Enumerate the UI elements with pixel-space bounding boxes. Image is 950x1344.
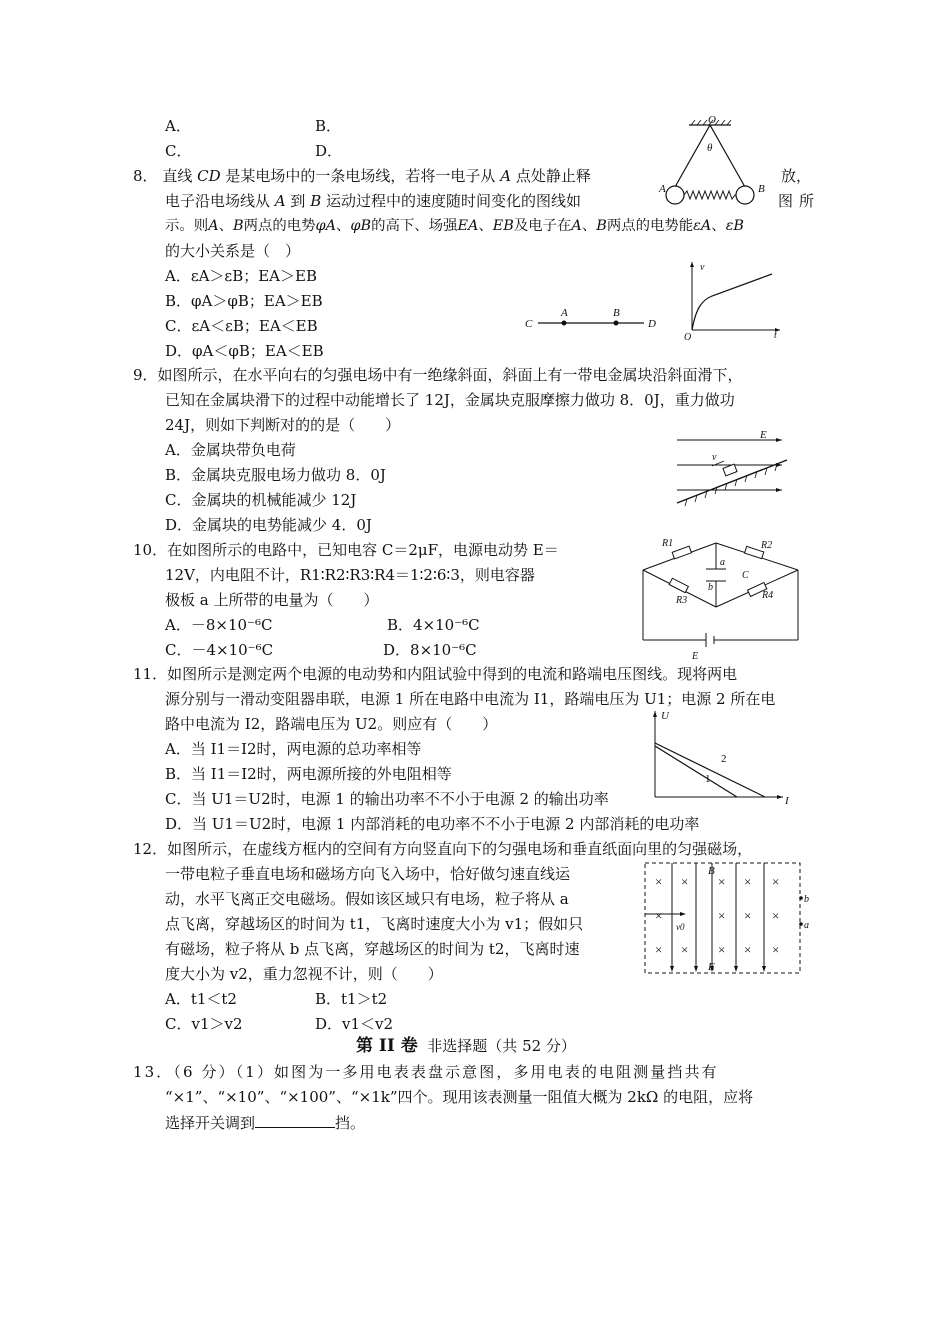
- q7-option-c: C．: [165, 142, 192, 160]
- circuit-label-r3: R3: [676, 595, 688, 606]
- circuit-label-a: a: [720, 557, 725, 568]
- field-line-label-c: C: [525, 318, 533, 330]
- q13-line3: 选择开关调到 挡。: [165, 1114, 366, 1132]
- field-line-figure: [520, 305, 670, 335]
- q10-line1: 10．在如图所示的电路中，已知电容 C＝2μF，电源电动势 E＝: [133, 541, 559, 559]
- circuit-label-r4: R4: [762, 590, 774, 601]
- q8-line1: 8． 直线 CD 是某电场中的一条电场线，若将一电子从 A 点处静止释: [133, 167, 591, 185]
- em-label-point-a: a: [804, 920, 809, 931]
- q11-line2: 源分别与一滑动变阻器串联，电源 1 所在电路中电流为 I1，路端电压为 U1；电源 2 所在电: [165, 690, 776, 708]
- svg-text:×: ×: [772, 874, 780, 889]
- q12-line6: 度大小为 v2，重力忽视不计，则（ ）: [165, 965, 443, 983]
- vt-label-o: O: [684, 332, 692, 343]
- incline-figure: [672, 430, 802, 515]
- q10-option-c: C．－4×10⁻⁶C: [165, 641, 274, 659]
- section-heading: 第 II 卷 非选择题（共 52 分）: [356, 1036, 576, 1056]
- field-line-label-b: B: [613, 307, 620, 319]
- pendulum-label-o: O: [708, 114, 716, 126]
- pendulum-label-theta: θ: [707, 142, 713, 154]
- q11-option-d: D．当 U1＝U2时，电源 1 内部消耗的电功率不不小于电源 2 内部消耗的电功率: [165, 815, 700, 833]
- q8-option-a: A．εA＞εB；EA＞EB: [165, 267, 317, 285]
- em-label-b: B: [708, 865, 715, 877]
- q9-line3: 24J，则如下判断对的的是（ ）: [165, 416, 401, 434]
- ui-label-2: 2: [721, 753, 727, 765]
- incline-label-e: E: [760, 429, 767, 441]
- q8-line2-end: 图所: [778, 192, 821, 210]
- circuit-label-e: E: [692, 651, 699, 662]
- q13-line2: “×1”、“×10”、“×100”、“×1k”四个。现用该表测量一阻值大概为 2kΩ 的电阻，应将: [165, 1088, 754, 1106]
- svg-text:×: ×: [718, 942, 726, 957]
- svg-text:×: ×: [744, 874, 752, 889]
- ui-label-i: I: [785, 795, 789, 807]
- q7-option-a: A．: [165, 117, 191, 135]
- q8-option-d: D．φA＜φB；EA＜EB: [165, 342, 324, 360]
- q12-option-b: B．t1＞t2: [315, 990, 388, 1008]
- ui-graph: [645, 705, 795, 805]
- q9-option-b: B．金属块克服电场力做功 8．0J: [165, 466, 386, 484]
- q12-option-d: D．v1＜v2: [315, 1015, 394, 1033]
- svg-text:×: ×: [744, 942, 752, 957]
- svg-text:×: ×: [718, 908, 726, 923]
- q11-line3: 路中电流为 I2，路端电压为 U2。则应有（ ）: [165, 715, 498, 733]
- q12-line2: 一带电粒子垂直电场和磁场方向飞入场中，恰好做匀速直线运: [165, 865, 571, 883]
- q11-line1: 11．如图所示是测定两个电源的电动势和内阻试验中得到的电流和路端电压图线。现将两电: [133, 665, 738, 683]
- q12-line5: 有磁场，粒子将从 b 点飞离，穿越场区的时间为 t2，飞离时速: [165, 940, 580, 958]
- q9-option-d: D．金属块的电势能减少 4．0J: [165, 516, 372, 534]
- ui-label-1: 1: [705, 773, 711, 785]
- pendulum-figure: [655, 115, 785, 215]
- svg-text:×: ×: [772, 942, 780, 957]
- q12-line4: 点飞离，穿越场区的时间为 t1，飞离时速度大小为 v1；假如只: [165, 915, 584, 933]
- circuit-label-c: C: [742, 570, 749, 581]
- q12-option-a: A．t1＜t2: [165, 990, 237, 1008]
- vt-label-t: t: [774, 330, 777, 341]
- svg-text:×: ×: [681, 874, 689, 889]
- q11-option-b: B．当 I1＝I2时，两电源所接的外电阻相等: [165, 765, 452, 783]
- q9-line2: 已知在金属块滑下的过程中动能增长了 12J，金属块克服摩擦力做功 8．0J，重力做功: [165, 391, 735, 409]
- field-line-label-a: A: [561, 307, 568, 319]
- svg-text:×: ×: [655, 942, 663, 957]
- vt-label-v: v: [700, 262, 705, 273]
- q7-option-d: D．: [315, 142, 343, 160]
- q8-line1-end: 放，: [781, 167, 812, 185]
- svg-text:×: ×: [772, 908, 780, 923]
- em-label-v0: v0: [676, 922, 685, 932]
- circuit-label-b: b: [708, 582, 713, 593]
- pendulum-label-b: B: [758, 183, 765, 195]
- svg-text:×: ×: [744, 908, 752, 923]
- q8-option-c: C．εA＜εB；EA＜EB: [165, 317, 318, 335]
- q8-line4: 的大小关系是（ ）: [165, 242, 301, 260]
- q9-option-c: C．金属块的机械能减少 12J: [165, 491, 357, 509]
- em-label-point-b: b: [804, 894, 809, 905]
- q9-line1: 9．如图所示，在水平向右的匀强电场中有一绝缘斜面，斜面上有一带电金属块沿斜面滑下，: [133, 366, 743, 384]
- q9-option-a: A．金属块带负电荷: [165, 441, 296, 459]
- em-field-figure: [640, 858, 815, 980]
- em-label-e: E: [708, 961, 715, 973]
- q10-option-a: A．－8×10⁻⁶C: [165, 616, 273, 634]
- q12-line3: 动，水平飞离正交电磁场。假如该区域只有电场，粒子将从 a: [165, 890, 569, 908]
- pendulum-label-a: A: [659, 183, 666, 195]
- ui-label-u: U: [661, 710, 669, 722]
- q10-line2: 12V，内电阻不计，R1∶R2∶R3∶R4＝1∶2∶6∶3，则电容器: [165, 566, 535, 584]
- q11-option-c: C．当 U1＝U2时，电源 1 的输出功率不不小于电源 2 的输出功率: [165, 790, 609, 808]
- q10-option-b: B．4×10⁻⁶C: [387, 616, 480, 634]
- circuit-label-r1: R1: [662, 538, 674, 549]
- q10-line3: 极板 a 上所带的电量为（ ）: [165, 591, 379, 609]
- circuit-label-r2: R2: [761, 540, 773, 551]
- q8-line2: 电子沿电场线从 A 到 B 运动过程中的速度随时间变化的图线如: [165, 192, 582, 210]
- q8-option-b: B．φA＞φB；EA＞EB: [165, 292, 323, 310]
- svg-text:×: ×: [655, 874, 663, 889]
- svg-text:×: ×: [655, 908, 663, 923]
- field-line-label-d: D: [648, 318, 656, 330]
- svg-text:×: ×: [681, 942, 689, 957]
- q10-option-d: D．8×10⁻⁶C: [383, 641, 477, 659]
- vt-graph: [680, 258, 790, 343]
- q13-line1: 13．（6 分）（1）如图为一多用电表表盘示意图，多用电表的电阻测量挡共有: [133, 1063, 719, 1081]
- q12-line1: 12．如图所示，在虚线方框内的空间有方向竖直向下的匀强电场和垂直纸面向里的匀强磁场，: [133, 840, 753, 858]
- incline-label-v: v: [712, 452, 717, 463]
- q12-option-c: C．v1＞v2: [165, 1015, 243, 1033]
- q7-option-b: B．: [315, 117, 342, 135]
- q8-line3: 示。则A、B两点的电势φA、φB的高下、场强EA、EB及电子在A、B两点的电势能εA、εB: [165, 218, 745, 234]
- q11-option-a: A．当 I1＝I2时，两电源的总功率相等: [165, 740, 422, 758]
- circuit-figure: [640, 535, 805, 660]
- svg-text:×: ×: [718, 874, 726, 889]
